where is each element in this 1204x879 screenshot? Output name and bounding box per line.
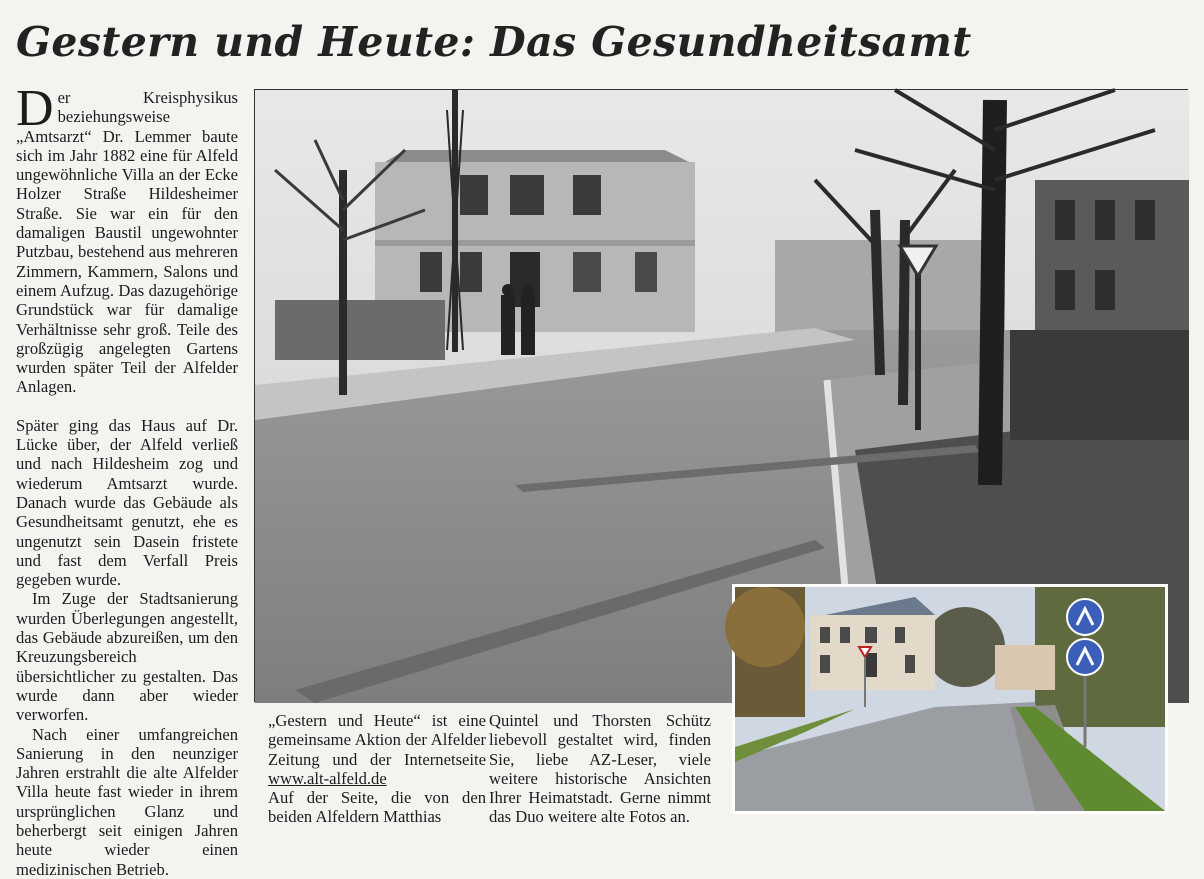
info-paragraph-3: Quintel und Thorsten Schütz liebevoll gestaltet wird, finden Sie, liebe AZ-Leser, viele weitere historische Ansichten Ihrer Heimatstadt. Gerne nimmt das Duo weitere alte Fotos an.	[489, 711, 711, 827]
info-paragraph-1-text: „Gestern und Heute“ ist eine gemeinsame Aktion der Alfelder Zeitung und der Internetseite	[268, 711, 486, 769]
article-column	[16, 80, 238, 879]
article-paragraph-4: Nach einer umfangreichen Sanierung in den neunziger Jahren erstrahlt die alte Alfelder Villa heute fast wieder in ihrem ursprünglichen Glanz und beherbergt seit einigen Jahren heute wieder einen medizinischen Betrieb.	[16, 724, 238, 879]
article-paragraph-2: Später ging das Haus auf Dr. Lücke über, der Alfeld verließ und nach Hildesheim zog und wiederum Amtsarzt wurde. Danach wurde das Gebäude als Gesundheitsamt genutzt, ehe es ungenutzt sein Dasein fristete und fast dem Verfall Preis gegeben wurde.	[16, 415, 238, 590]
info-column-1	[268, 711, 486, 827]
modern-photo-illustration	[735, 587, 1165, 811]
info-column-2	[489, 711, 711, 827]
article-paragraph-1-text: er Kreisphysikus beziehungsweise „Amtsarzt“ Dr. Lemmer baute sich im Jahr 1882 eine für Alfeld ungewöhnliche Villa an der Ecke Holzer Straße Hildesheimer Straße. Sie war ein für den damaligen Baustil ungewohnter Putzbau, bestehend aus mehreren Zimmern, Kammern, Salons und einem Aufzug. Das dazugehörige Grundstück war für damalige Verhältnisse sehr groß. Teile des großzügig angelegten Gartens wurden später Teil der Alfelder Anlagen.	[16, 88, 238, 397]
headline: Gestern und Heute: Das Gesundheitsamt	[16, 18, 972, 66]
article-paragraph-1	[16, 80, 238, 397]
modern-photo	[732, 584, 1168, 814]
info-paragraph-2: Auf der Seite, die von den beiden Alfeldern Matthias	[268, 788, 486, 827]
website-link[interactable]: www.alt-alfeld.de	[268, 768, 387, 788]
article-paragraph-3: Im Zuge der Stadtsanierung wurden Überlegungen angestellt, das Gebäude abzureißen, um den Kreuzungsbereich übersichtlicher zu gestalten. Das wurde dann aber wieder verworfen.	[16, 589, 238, 725]
info-paragraph-1	[268, 711, 486, 788]
drop-cap: D	[16, 80, 54, 137]
